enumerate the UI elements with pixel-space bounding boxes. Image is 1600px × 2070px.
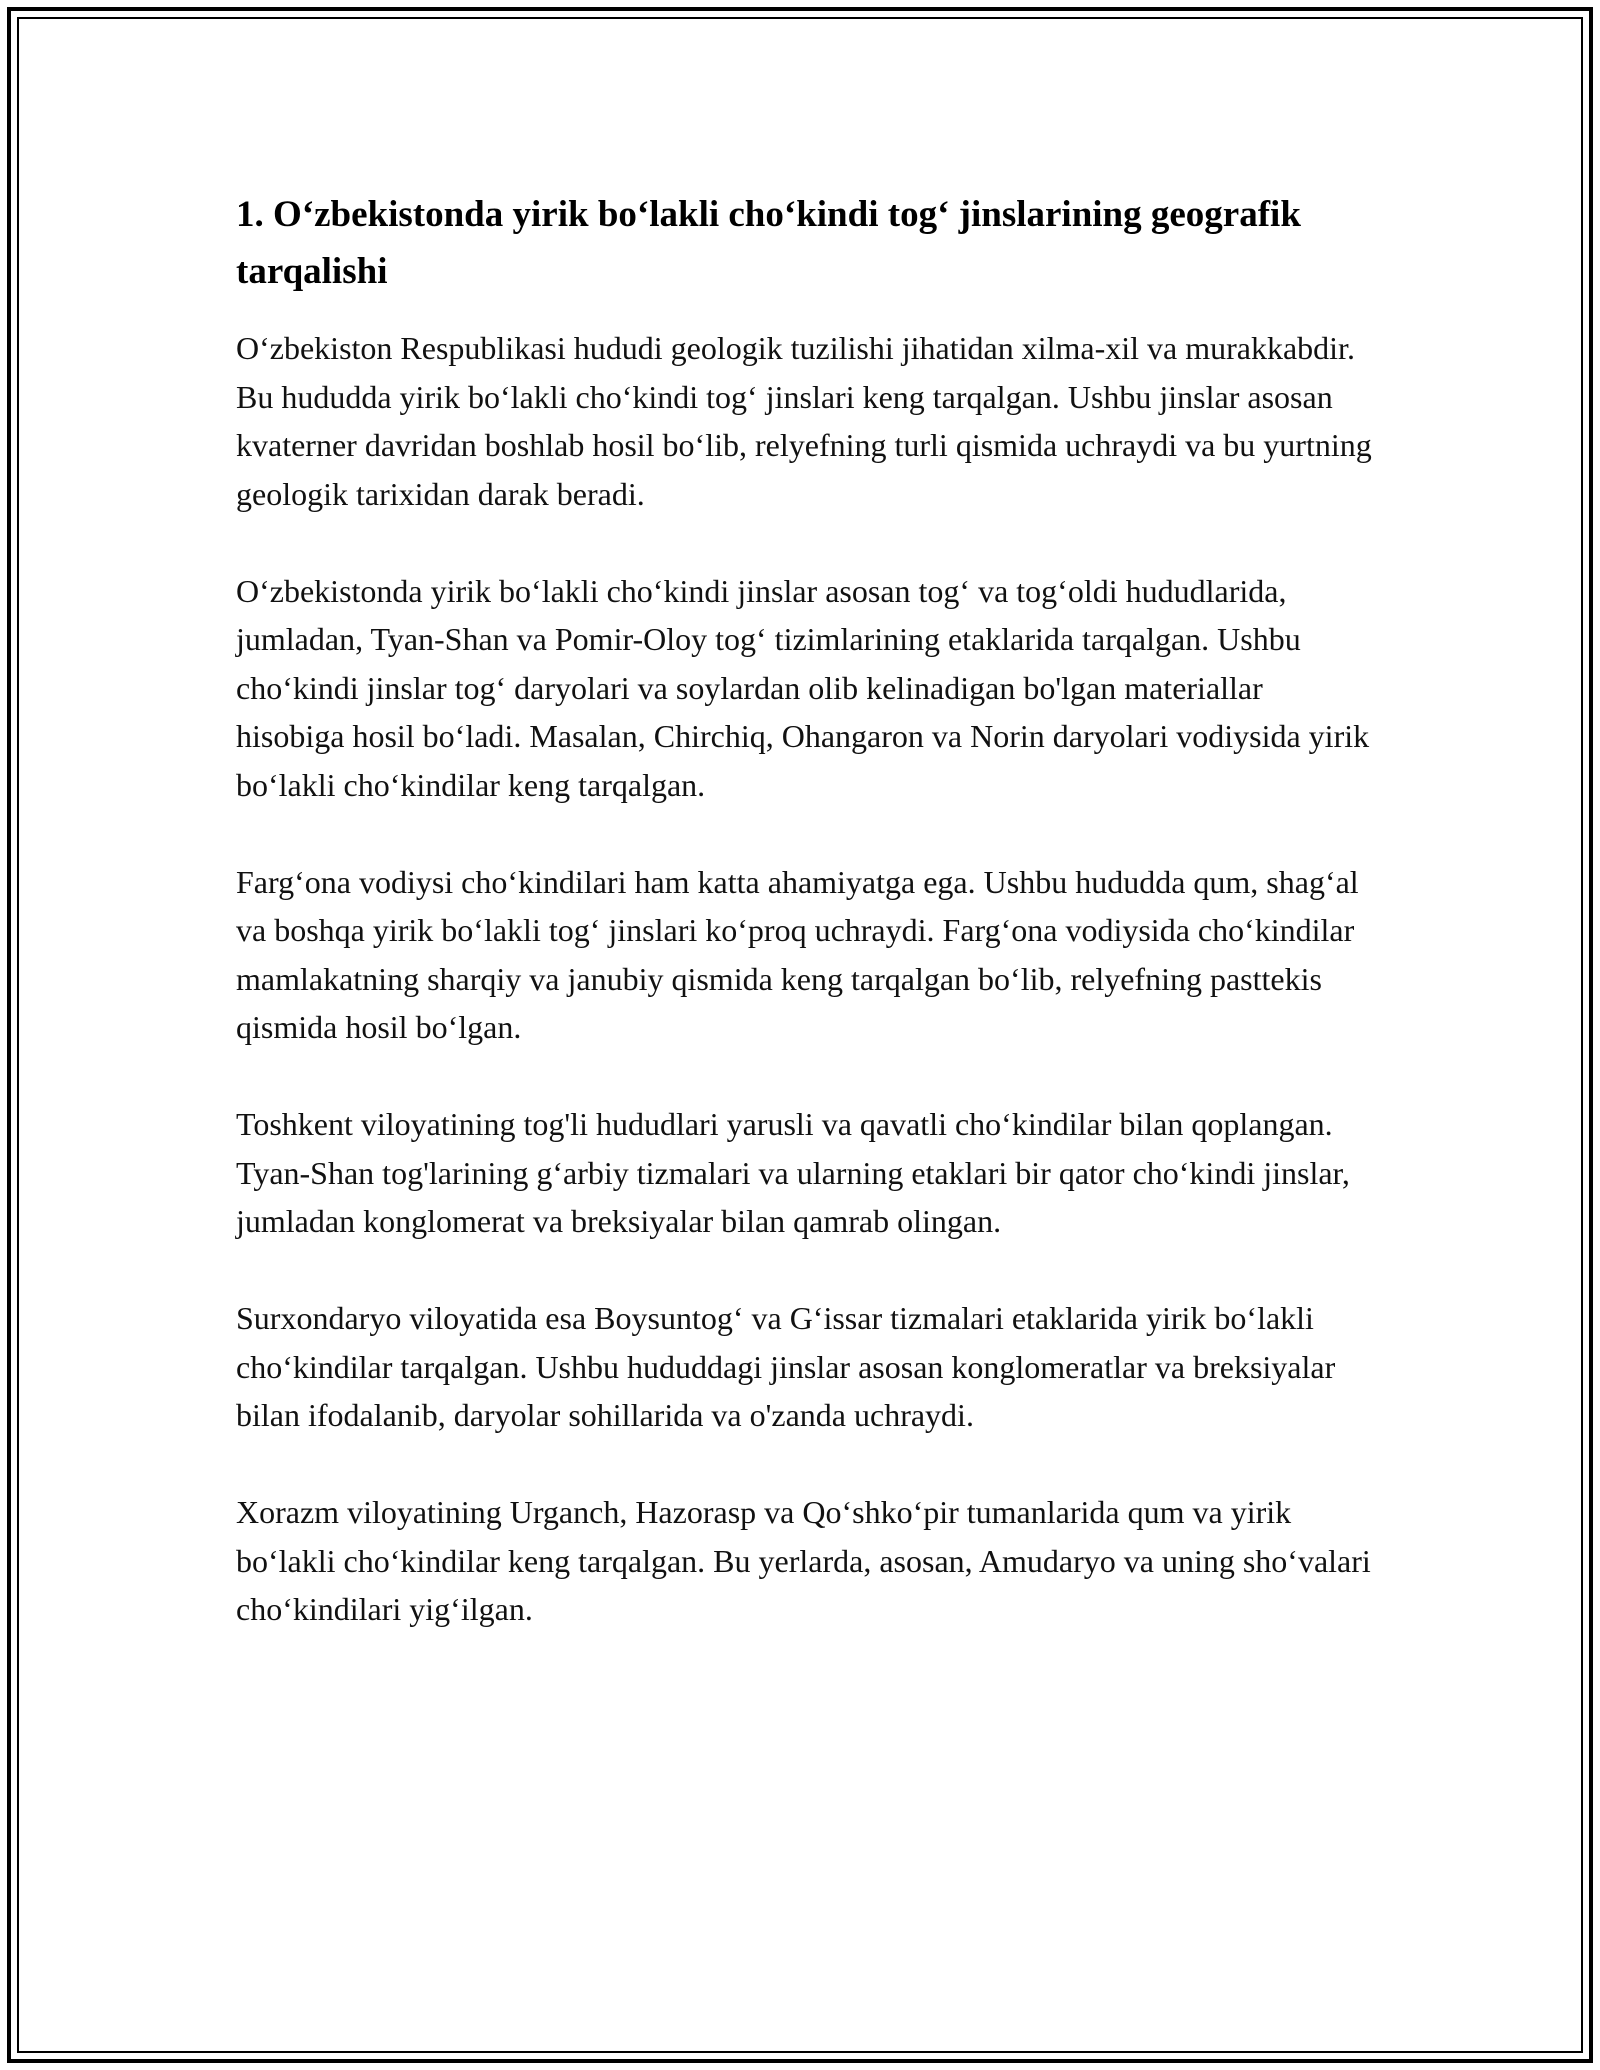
paragraph-tashkent-region: Toshkent viloyatining tog'li hududlari yarusli va qavatli cho‘kindilar bilan qoplangan. Tyan-Shan tog'larining g‘arbiy tizmalari va ularning etaklari bir qator cho‘kindi jinslar, jumladan konglomerat va breksiyalar bilan qamrab olingan. bbox=[236, 1106, 1350, 1239]
paragraph-surkhandarya-region: Surxondaryo viloyatida esa Boysuntog‘ va G‘issar tizmalari etaklarida yirik bo‘lakli cho‘kindilar tarqalgan. Ushbu hududdagi jinslar asosan konglomeratlar va breksiyalar bilan ifodalanib, daryolar sohillarida va o'zanda uchraydi. bbox=[236, 1300, 1336, 1433]
paragraph-intro: O‘zbekiston Respublikasi hududi geologik tuzilishi jihatidan xilma-xil va murakkabdir. Bu hududda yirik bo‘lakli cho‘kindi tog‘ jinslari keng tarqalgan. Ushbu jinslar asosan kvaterner davridan boshlab hosil bo‘lib, relyefning turli qismida uchraydi va bu yurtning geologik tarixidan darak beradi. bbox=[236, 330, 1372, 512]
paragraph-fergana-valley: Farg‘ona vodiysi cho‘kindilari ham katta ahamiyatga ega. Ushbu hududda qum, shag‘al va boshqa yirik bo‘lakli tog‘ jinslari ko‘proq uchraydi. Farg‘ona vodiysida cho‘kindilar mamlakatning sharqiy va janubiy qismida keng tarqalgan bo‘lib, relyefning pasttekis qismida hosil bo‘lgan. bbox=[236, 863, 1359, 1045]
section-title: 1. O‘zbekistonda yirik bo‘lakli cho‘kindi tog‘ jinslarining geografik tarqalishi bbox=[236, 194, 1301, 292]
paragraph-mountain-regions: O‘zbekistonda yirik bo‘lakli cho‘kindi jinslar asosan tog‘ va tog‘oldi hududlarida, jumladan, Tyan-Shan va Pomir-Oloy tog‘ tizimlarining etaklarida tarqalgan. Ushbu cho‘kindi jinslar tog‘ daryolari va soylardan olib kelinadigan bo'lgan materiallar hisobiga hosil bo‘ladi. Masalan, Chirchiq, Ohangaron va Norin daryolari vodiysida yirik bo‘lakli cho‘kindilar keng tarqalgan. bbox=[236, 572, 1370, 803]
paragraph-khorezm-region: Xorazm viloyatining Urganch, Hazorasp va Qo‘shko‘pir tumanlarida qum va yirik bo‘lakli cho‘kindilar keng tarqalgan. Bu yerlarda, asosan, Amudaryo va uning sho‘valari cho‘kindilari yig‘ilgan. bbox=[236, 1494, 1371, 1627]
document-body bbox=[236, 186, 1376, 1682]
